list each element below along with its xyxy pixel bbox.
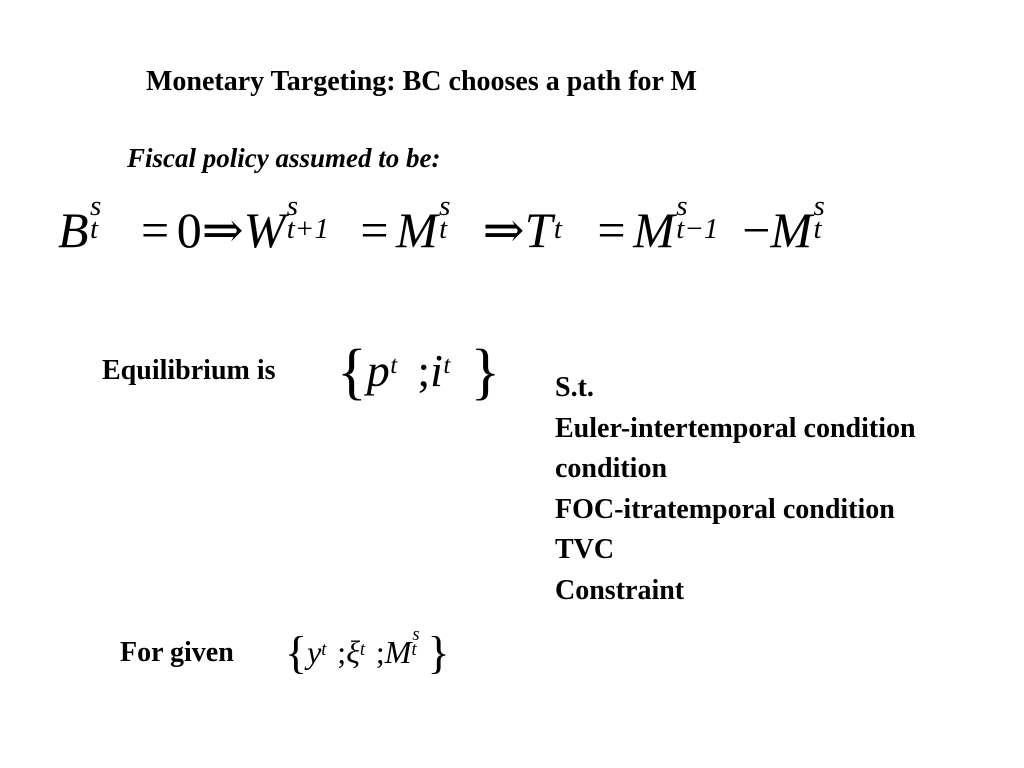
eq-sup-s: s — [286, 189, 299, 222]
close-brace: } — [470, 338, 501, 406]
eq-sup-s: s — [813, 189, 825, 222]
sub-t: t — [411, 639, 417, 661]
sup-s: s — [412, 624, 420, 646]
eq-sub-t: t — [553, 212, 562, 245]
condition-item: condition — [555, 453, 668, 484]
eq-implies: ⇒ — [482, 202, 525, 258]
fiscal-policy-equation — [58, 189, 857, 258]
condition-item: FOC-itratemporal condition — [555, 493, 895, 525]
eq-sub-t: t — [89, 212, 99, 245]
eq-implies: ⇒ — [201, 202, 244, 258]
sub-t: t — [321, 639, 327, 661]
semicolon: ; — [417, 345, 431, 396]
equilibrium-label: Equilibrium is — [102, 355, 276, 386]
slide-title: Monetary Targeting: BC chooses a path for M — [146, 66, 697, 97]
st-label: S.t. — [555, 372, 594, 403]
eq-var-B: B — [58, 202, 89, 258]
open-brace: { — [285, 627, 308, 678]
condition-item: Euler-intertemporal condition — [555, 412, 916, 444]
semicolon: ; — [337, 634, 347, 670]
given-label: For given — [120, 637, 234, 668]
open-brace: { — [337, 338, 367, 406]
condition-item: Constraint — [555, 574, 685, 606]
eq-sub-t-minus-1: t−1 — [676, 212, 719, 245]
var-i: i — [430, 345, 443, 396]
eq-sup-s: s — [89, 189, 102, 222]
eq-zero: 0 — [176, 202, 202, 258]
var-xi: ξ — [346, 634, 360, 670]
eq-sup-s: s — [439, 189, 451, 222]
semicolon: ; — [375, 634, 385, 670]
eq-sup-s: s — [676, 189, 688, 222]
conditions-list — [555, 368, 916, 611]
given-set — [285, 624, 450, 678]
eq-sub-t-plus-1: t+1 — [286, 212, 329, 245]
fiscal-policy-label: Fiscal policy assumed to be: — [127, 143, 441, 173]
var-y: y — [307, 634, 322, 670]
eq-var-M: M — [770, 202, 813, 258]
var-M: M — [384, 634, 412, 670]
condition-item: TVC — [555, 534, 615, 565]
eq-equals: = — [141, 202, 170, 258]
eq-equals: = — [597, 202, 626, 258]
eq-minus: − — [742, 202, 771, 258]
sub-t: t — [390, 351, 398, 380]
eq-var-M: M — [633, 202, 675, 258]
eq-var-T: T — [524, 202, 553, 258]
sub-t: t — [443, 351, 451, 380]
sub-t: t — [359, 639, 366, 661]
equilibrium-set — [337, 338, 501, 406]
eq-var-W: W — [243, 202, 286, 258]
var-p: p — [366, 345, 390, 396]
eq-var-M: M — [396, 202, 438, 258]
close-brace: } — [427, 627, 450, 678]
eq-sub-t: t — [439, 212, 448, 245]
eq-sub-t: t — [813, 212, 822, 245]
eq-equals: = — [360, 202, 389, 258]
